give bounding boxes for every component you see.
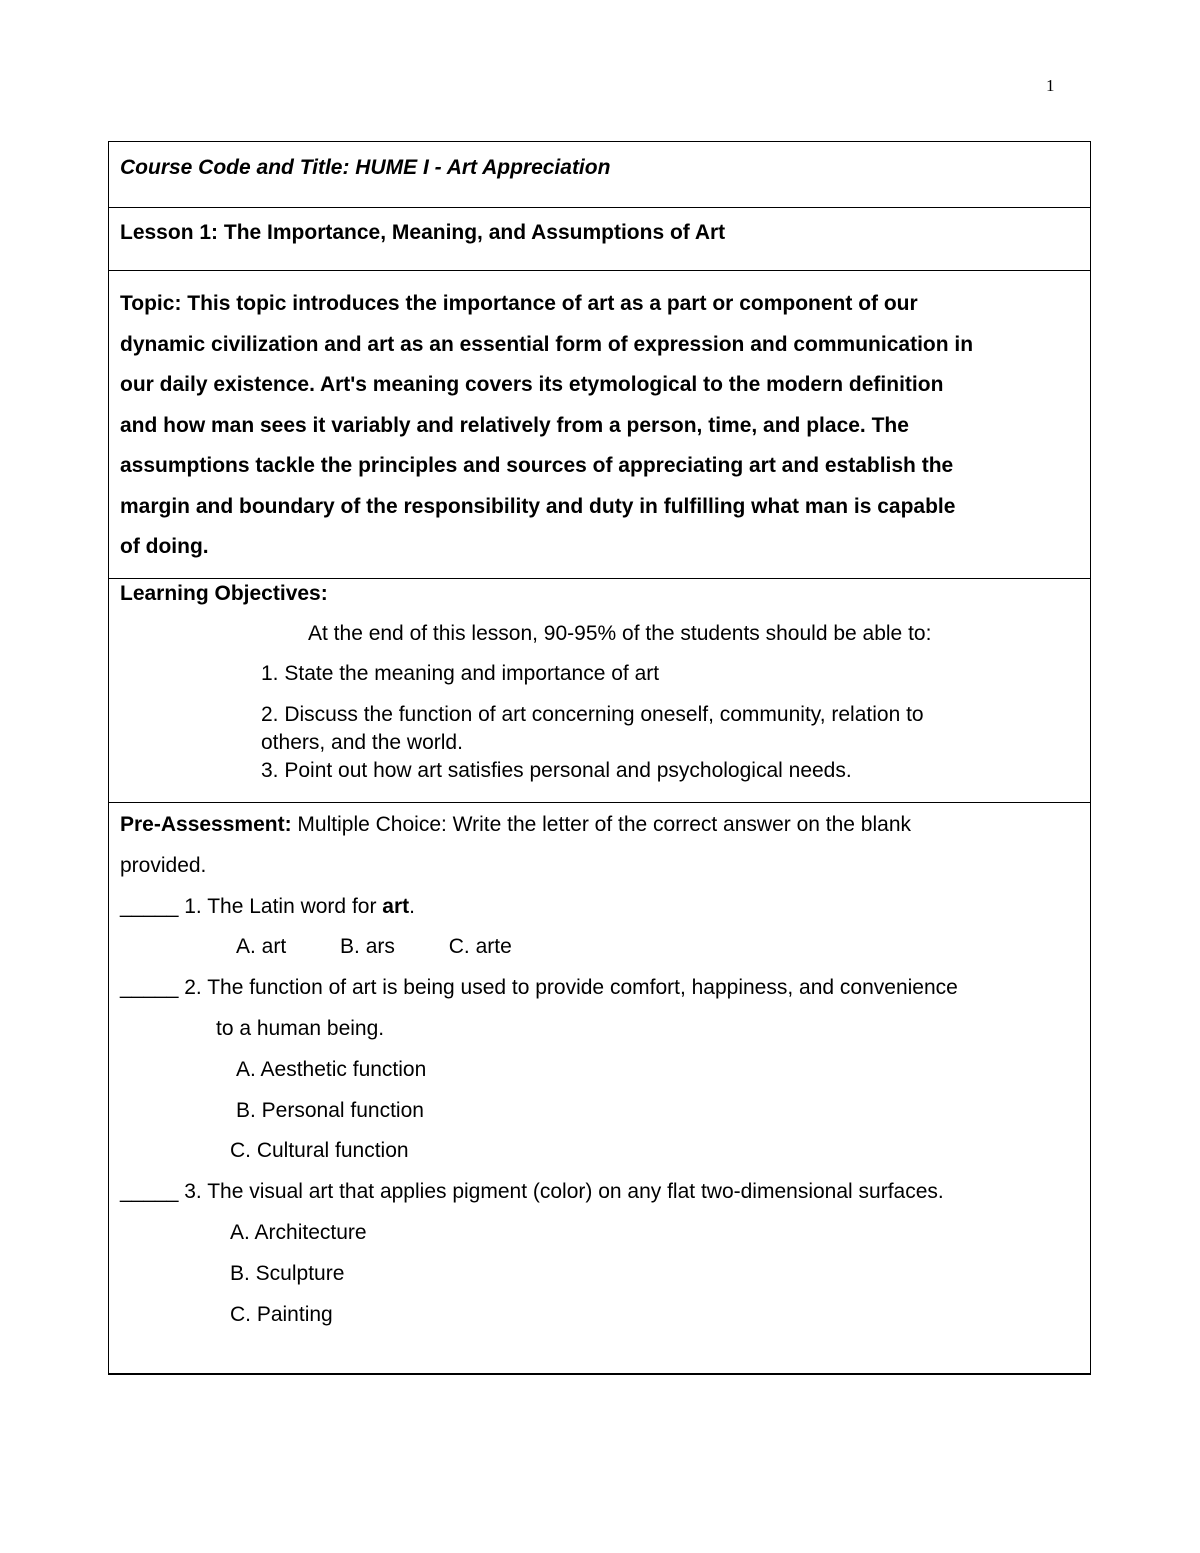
option-b: B. Sculpture [230,1261,345,1285]
pre-assessment-instruction [120,805,1080,846]
objective-item-continued: others, and the world. [261,731,463,754]
instruction-text-continued: provided. [120,853,207,877]
topic-cell [109,271,1090,579]
option-b: B. Personal function [236,1098,424,1122]
option-b: B. ars [340,935,395,959]
objectives-heading: Learning Objectives: [120,582,328,605]
option-c: C. Cultural function [230,1139,409,1163]
lesson-title-cell [109,208,1090,271]
instruction-text: Multiple Choice: Write the letter of the correct answer on the blank [291,813,912,836]
topic-line: our daily existence. Art's meaning covers its etymological to the modern definition [120,373,944,396]
lesson-table [108,141,1091,1375]
objective-item: 2. Discuss the function of art concerning oneself, community, relation to [261,703,924,726]
course-title: Course Code and Title: HUME I - Art Appreciation [120,156,611,179]
option-a: A. art [236,935,287,959]
lesson-title: Lesson 1: The Importance, Meaning, and Assumptions of Art [120,221,726,244]
option-c: C. Painting [230,1302,333,1326]
objectives-intro: At the end of this lesson, 90-95% of the students should be able to: [308,622,932,645]
topic-line: of doing. [120,535,209,558]
topic-line: margin and boundary of the responsibility and duty in fulfilling what man is capable [120,494,956,518]
question-1 [120,887,1080,928]
topic-line: and how man sees it variably and relatively from a person, time, and place. The [120,413,909,437]
pre-assessment-heading: Pre-Assessment: [120,813,292,836]
topic-line: dynamic civilization and art as an essential form of expression and communication in [120,332,974,356]
objective-item: 3. Point out how art satisfies personal and psychological needs. [261,759,852,782]
topic-line: Topic: This topic introduces the importance of art as a part or component of our [120,292,918,315]
question-1-prefix: _____ 1. The Latin word for [120,894,383,918]
question-1-options [120,927,1080,968]
option-a: A. Aesthetic function [236,1057,427,1081]
option-a: A. Architecture [230,1220,367,1244]
pre-assessment-cell [109,803,1090,1373]
objective-item: 1. State the meaning and importance of art [261,662,660,685]
page-number: 1 [1046,76,1055,95]
objectives-cell [109,579,1090,803]
question-2: _____ 2. The function of art is being used to provide comfort, happiness, and convenience [120,976,958,1000]
question-2-continued: to a human being. [216,1016,385,1040]
question-1-bold-word: art [382,894,410,918]
question-3: _____ 3. The visual art that applies pigment (color) on any flat two-dimensional surfaces. [120,1180,944,1204]
option-c: C. arte [448,935,512,959]
topic-line: assumptions tackle the principles and sources of appreciating art and establish the [120,454,954,477]
course-title-cell [109,142,1090,208]
question-1-suffix: . [409,894,415,918]
